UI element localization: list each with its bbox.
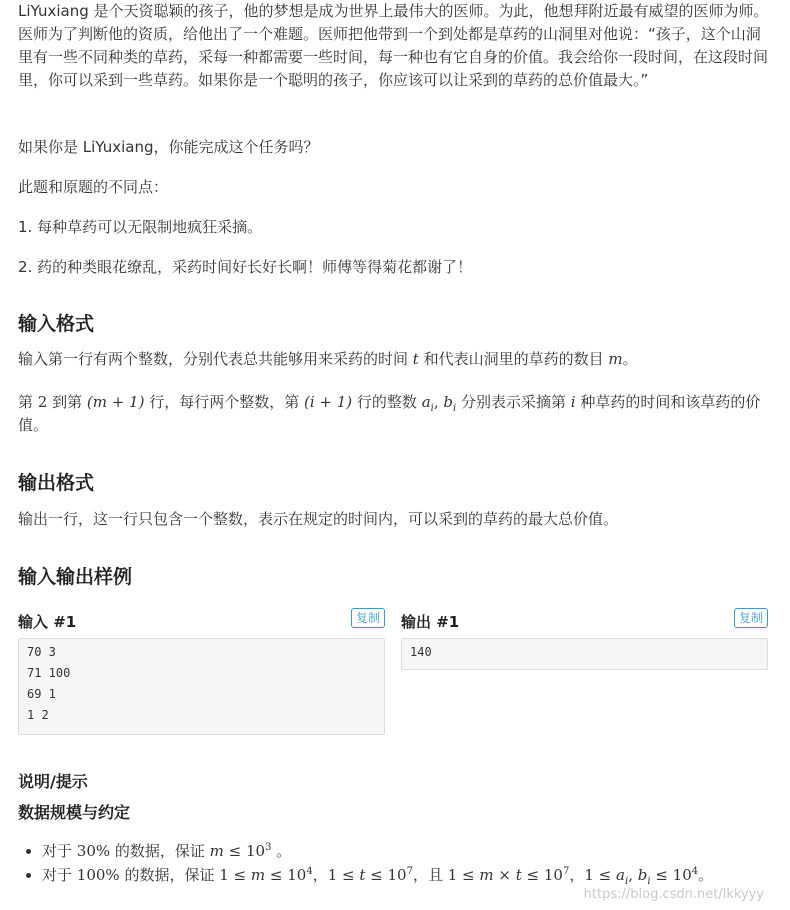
text: 种草药的时间和该草药的价值。 — [18, 393, 761, 434]
text: 行，每行两个整数，第 — [144, 393, 304, 411]
input-format-heading: 输入格式 — [18, 313, 95, 335]
text: ，且 — [412, 866, 448, 884]
story-paragraph: LiYuxiang 是个天资聪颖的孩子，他的梦想是成为世界上最伟大的医师。为此，他想拜附近最有威望的医师为师。医师为了判断他的资质，给他出了一个难题。医师把他带到一个到处都是草药的山洞里对他说：“孩子，这个山洞里有一些不同种类的草药，采每一种都需要一些时间，每一种也有它自身的价值。我会给你一段时间，在这段时间里，你可以采到一些草药。如果你是一个聪明的孩子，你应该可以让采到的草药的总价值最大。” — [18, 2, 769, 89]
output-format-text: 输出一行，这一行只包含一个整数，表示在规定的时间内，可以采到的草药的最大总价值。 — [18, 510, 619, 528]
sub-i: i — [453, 403, 457, 414]
question-text: 如果你是 LiYuxiang，你能完成这个任务吗？ — [18, 138, 319, 156]
text: 。 — [698, 866, 714, 884]
sample-line: 140 — [410, 645, 432, 659]
math-base: 10 — [287, 866, 307, 884]
var-m: m — [209, 842, 224, 860]
sample-output-1 — [401, 608, 768, 659]
text: 第 — [18, 393, 38, 411]
text: 的数据，保证 — [119, 866, 220, 884]
math-exp: 4 — [691, 866, 699, 877]
copy-input-button[interactable]: 复制 — [351, 608, 385, 628]
math-op: 1 ≤ — [327, 866, 360, 884]
text: 分别表示采摘第 — [456, 393, 571, 411]
sample-input-header — [18, 608, 385, 634]
math-op: ≤ — [650, 866, 668, 884]
math-percent: 100% — [76, 866, 120, 884]
math-exp: 7 — [406, 866, 413, 877]
math-percent: 30% — [76, 842, 111, 860]
sample-input-title: 输入 #1 — [18, 613, 77, 631]
text: ， — [569, 866, 585, 884]
sample-input-box[interactable] — [18, 638, 385, 735]
math-two: 2 — [37, 393, 48, 411]
math-exp: 7 — [562, 866, 570, 877]
var-m: m — [608, 350, 623, 368]
math-op: ≤ — [521, 866, 544, 884]
sub-i: i — [430, 403, 434, 414]
var-i: i — [570, 393, 576, 411]
sample-line: 71 100 — [27, 666, 71, 680]
samples-heading: 输入输出样例 — [18, 566, 133, 588]
comma: , — [628, 866, 638, 884]
math-exp: 4 — [306, 866, 313, 877]
text: 的数据，保证 — [110, 842, 210, 860]
var-m: m — [250, 866, 266, 884]
text: 对于 — [42, 842, 77, 860]
math-op: ≤ — [223, 842, 247, 860]
input-format-line-2 — [18, 391, 770, 437]
input-format-line-1 — [18, 348, 770, 371]
var-a: a — [421, 393, 431, 411]
copy-output-button[interactable]: 复制 — [734, 608, 768, 628]
sub-i: i — [647, 876, 651, 887]
math-op: × — [493, 866, 516, 884]
output-format-heading: 输出格式 — [18, 472, 95, 494]
text: 。 — [622, 350, 638, 368]
sample-input-1 — [18, 608, 385, 722]
text: 和代表山洞里的草药的数目 — [418, 350, 609, 368]
math-i-plus-1: (i + 1) — [304, 393, 353, 411]
var-t: t — [359, 866, 366, 884]
var-t: t — [412, 350, 419, 368]
var-a: a — [616, 866, 625, 884]
sample-output-box[interactable] — [401, 638, 768, 670]
sample-output-header — [401, 608, 768, 634]
math-op: 1 ≤ — [219, 866, 251, 884]
difference-2: 2. 药的种类眼花缭乱，采药时间好长好长啊！师傅等得菊花都谢了！ — [18, 258, 473, 276]
var-b: b — [637, 866, 648, 884]
math-base: 10 — [672, 866, 692, 884]
math-m-plus-1: (m + 1) — [86, 393, 145, 411]
text: 对于 — [42, 866, 77, 884]
text: 。 — [271, 842, 292, 860]
text: 输入第一行有两个整数，分别代表总共能够用来采药的时间 — [18, 350, 413, 368]
math-base: 10 — [543, 866, 563, 884]
sample-line: 1 2 — [27, 708, 49, 722]
hint-subheading: 数据规模与约定 — [18, 803, 131, 822]
constraints-list — [18, 839, 790, 887]
math-op: 1 ≤ — [447, 866, 480, 884]
var-m: m — [479, 866, 494, 884]
difference-intro: 此题和原题的不同点： — [18, 178, 169, 196]
var-b: b — [443, 393, 454, 411]
sample-line: 70 3 — [27, 645, 56, 659]
difference-1: 1. 每种草药可以无限制地疯狂采摘。 — [18, 218, 263, 236]
math-op: ≤ — [265, 866, 288, 884]
text: 到第 — [47, 393, 87, 411]
hint-heading: 说明/提示 — [18, 772, 88, 791]
constraint-item — [42, 863, 790, 887]
text: ， — [312, 866, 328, 884]
math-exp: 3 — [265, 842, 272, 853]
math-op: ≤ — [365, 866, 388, 884]
math-base: 10 — [246, 842, 266, 860]
sub-i: i — [624, 876, 629, 887]
constraint-item — [42, 839, 790, 863]
math-base: 10 — [387, 866, 407, 884]
watermark: https://blog.csdn.net/lkkyyy — [583, 887, 764, 902]
sample-output-title: 输出 #1 — [401, 613, 460, 631]
var-t: t — [515, 866, 522, 884]
comma: , — [433, 393, 444, 411]
math-op: 1 ≤ — [584, 866, 617, 884]
sample-line: 69 1 — [27, 687, 56, 701]
text: 行的整数 — [352, 393, 422, 411]
